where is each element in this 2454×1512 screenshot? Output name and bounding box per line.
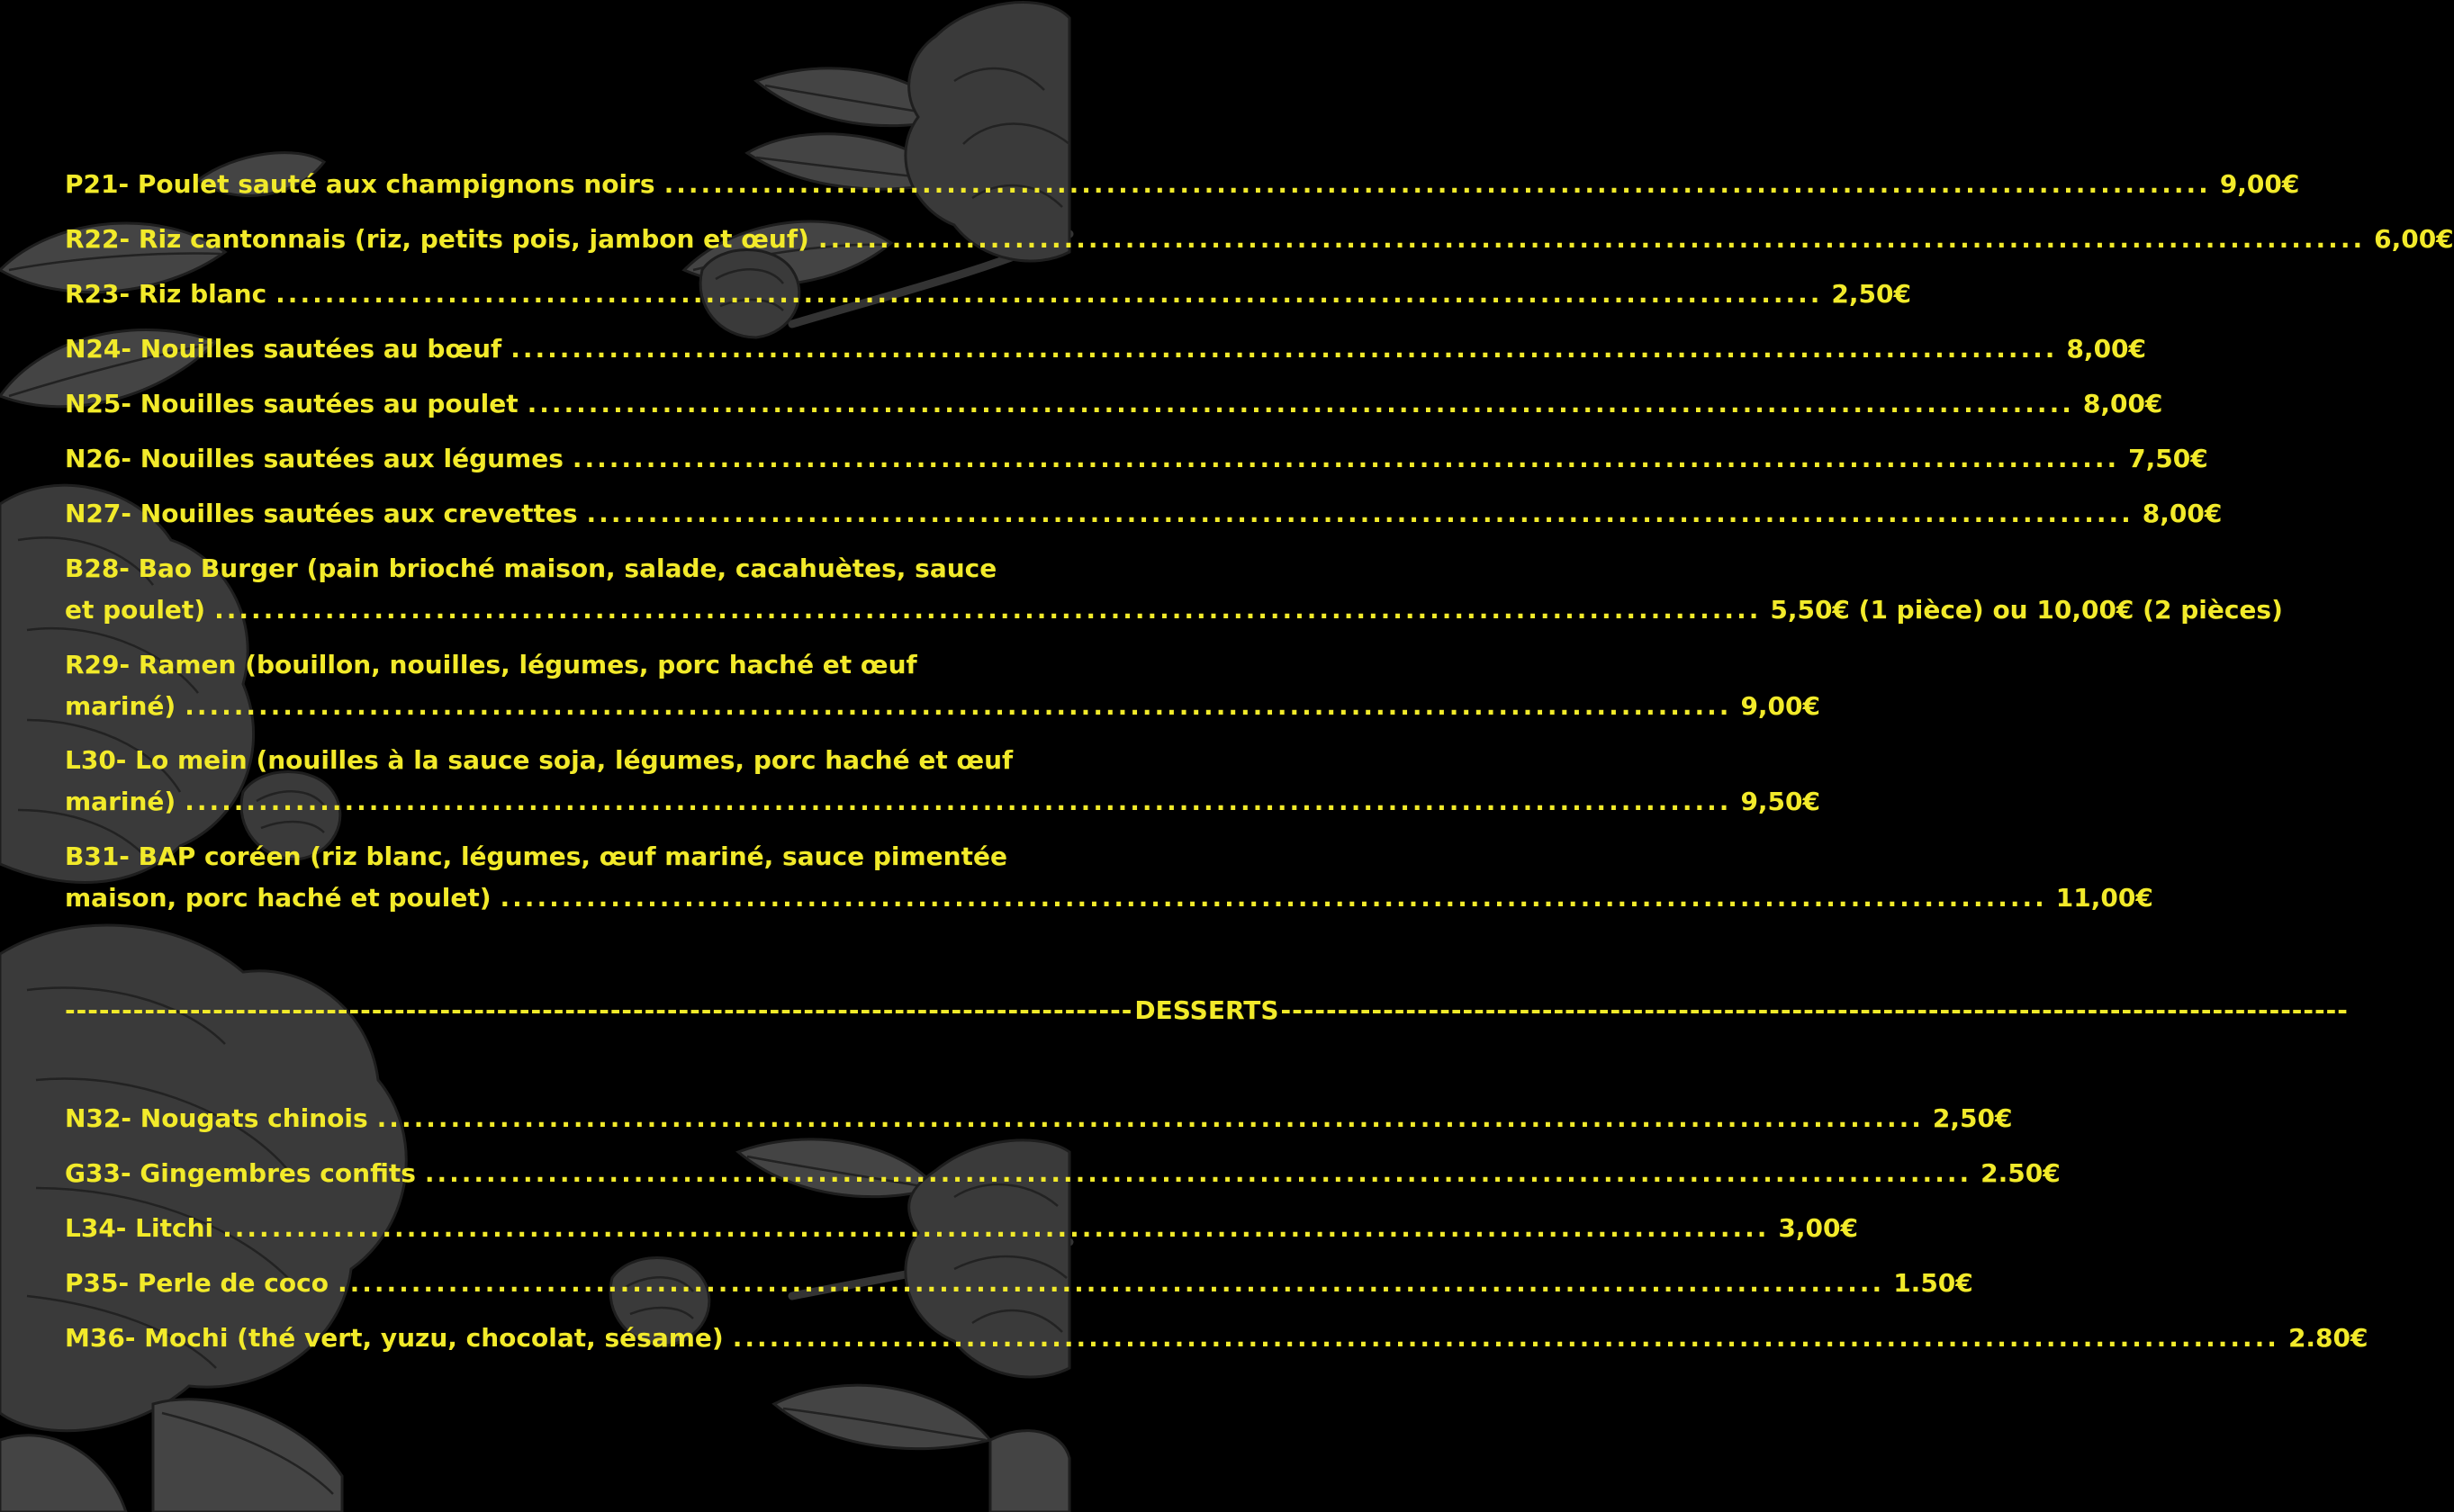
item-price: 5,50€ (1 pièce) ou 10,00€ (2 pièces) [1770, 595, 2283, 625]
menu-item-l34 [65, 1208, 1858, 1249]
leader-dots: .............................................................................................................................. [732, 1323, 2279, 1353]
menu-item-b28 [65, 548, 2283, 631]
section-title: DESSERTS [1134, 995, 1279, 1025]
item-description: R29- Ramen (bouillon, nouilles, légumes, porc haché et œuf [65, 650, 917, 680]
leader-dots: .............................................................................................................................. [663, 169, 2211, 199]
menu-item-r22 [65, 219, 2454, 260]
leader-dots: .............................................................................................................................. [572, 444, 2120, 473]
item-price: 3,00€ [1778, 1213, 1858, 1243]
menu-item-m36 [65, 1318, 2368, 1359]
item-price: 9,00€ [1740, 691, 1821, 721]
item-label: G33- Gingembres confits [65, 1158, 416, 1188]
item-description: B28- Bao Burger (pain brioché maison, salade, cacahuètes, sauce [65, 554, 997, 583]
menu-item-n26 [65, 438, 2208, 480]
leader-dots: .............................................................................................................................. [214, 595, 1762, 625]
menu-item-l30 [65, 740, 1821, 823]
menu-item-r23 [65, 274, 1911, 315]
item-description: B31- BAP coréen (riz blanc, légumes, œuf mariné, sauce pimentée [65, 842, 1007, 871]
item-price: 6,00€ [2374, 224, 2454, 254]
item-price: 9,50€ [1740, 787, 1821, 816]
leader-dots: .............................................................................................................................. [586, 499, 2134, 528]
item-price: 9,00€ [2219, 169, 2300, 199]
item-label: R22- Riz cantonnais (riz, petits pois, jambon et œuf) [65, 224, 809, 254]
item-price: 8,00€ [2082, 389, 2163, 418]
item-price: 1.50€ [1893, 1268, 1973, 1298]
menu-item-r29 [65, 644, 1821, 727]
menu-item-n24 [65, 328, 2147, 370]
leader-dots: .............................................................................................................................. [185, 787, 1732, 816]
item-price: 2.80€ [2287, 1323, 2368, 1353]
leader-dots: .............................................................................................................................. [222, 1213, 1770, 1243]
item-description: L30- Lo mein (nouilles à la sauce soja, légumes, porc haché et œuf [65, 745, 1014, 775]
item-price: 2,50€ [1831, 279, 1911, 309]
item-price: 7,50€ [2128, 444, 2208, 473]
leader-dots: .............................................................................................................................. [510, 334, 2058, 364]
divider: ---------------------------------------------------------------------------------------------- [1280, 995, 2349, 1025]
item-label: N27- Nouilles sautées aux crevettes [65, 499, 578, 528]
item-price: 8,00€ [2066, 334, 2147, 364]
leader-dots: .............................................................................................................................. [185, 691, 1732, 721]
leader-dots: .............................................................................................................................. [376, 1103, 1924, 1133]
item-label: N32- Nougats chinois [65, 1103, 368, 1133]
item-label: et poulet) [65, 595, 206, 625]
leader-dots: .............................................................................................................................. [424, 1158, 1972, 1188]
item-label: N25- Nouilles sautées au poulet [65, 389, 519, 418]
item-label: R23- Riz blanc [65, 279, 267, 309]
item-price: 2,50€ [1932, 1103, 2013, 1133]
item-price: 11,00€ [2055, 883, 2153, 913]
leader-dots: .............................................................................................................................. [275, 279, 1823, 309]
item-label: maison, porc haché et poulet) [65, 883, 492, 913]
item-label: M36- Mochi (thé vert, yuzu, chocolat, sésame) [65, 1323, 724, 1353]
item-label: N24- Nouilles sautées au bœuf [65, 334, 502, 364]
item-label: mariné) [65, 691, 176, 721]
menu-item-p21 [65, 164, 2300, 205]
menu-item-n25 [65, 383, 2163, 425]
menu-item-b31 [65, 836, 2153, 919]
item-price: 8,00€ [2142, 499, 2223, 528]
item-label: P21- Poulet sauté aux champignons noirs [65, 169, 655, 199]
desserts-heading [65, 990, 2349, 1031]
item-label: L34- Litchi [65, 1213, 214, 1243]
leader-dots: .............................................................................................................................. [527, 389, 2074, 418]
menu-item-g33 [65, 1153, 2061, 1194]
leader-dots: .............................................................................................................................. [817, 224, 2366, 254]
item-label: P35- Perle de coco [65, 1268, 329, 1298]
leader-dots: .............................................................................................................................. [337, 1268, 1885, 1298]
leader-dots: .............................................................................................................................. [500, 883, 2047, 913]
menu-item-n27 [65, 493, 2223, 535]
divider: ---------------------------------------------------------------------------------------------- [65, 995, 1133, 1025]
menu-item-n32 [65, 1098, 2013, 1139]
item-price: 2.50€ [1980, 1158, 2061, 1188]
menu-item-p35 [65, 1263, 1973, 1304]
item-label: N26- Nouilles sautées aux légumes [65, 444, 564, 473]
item-label: mariné) [65, 787, 176, 816]
